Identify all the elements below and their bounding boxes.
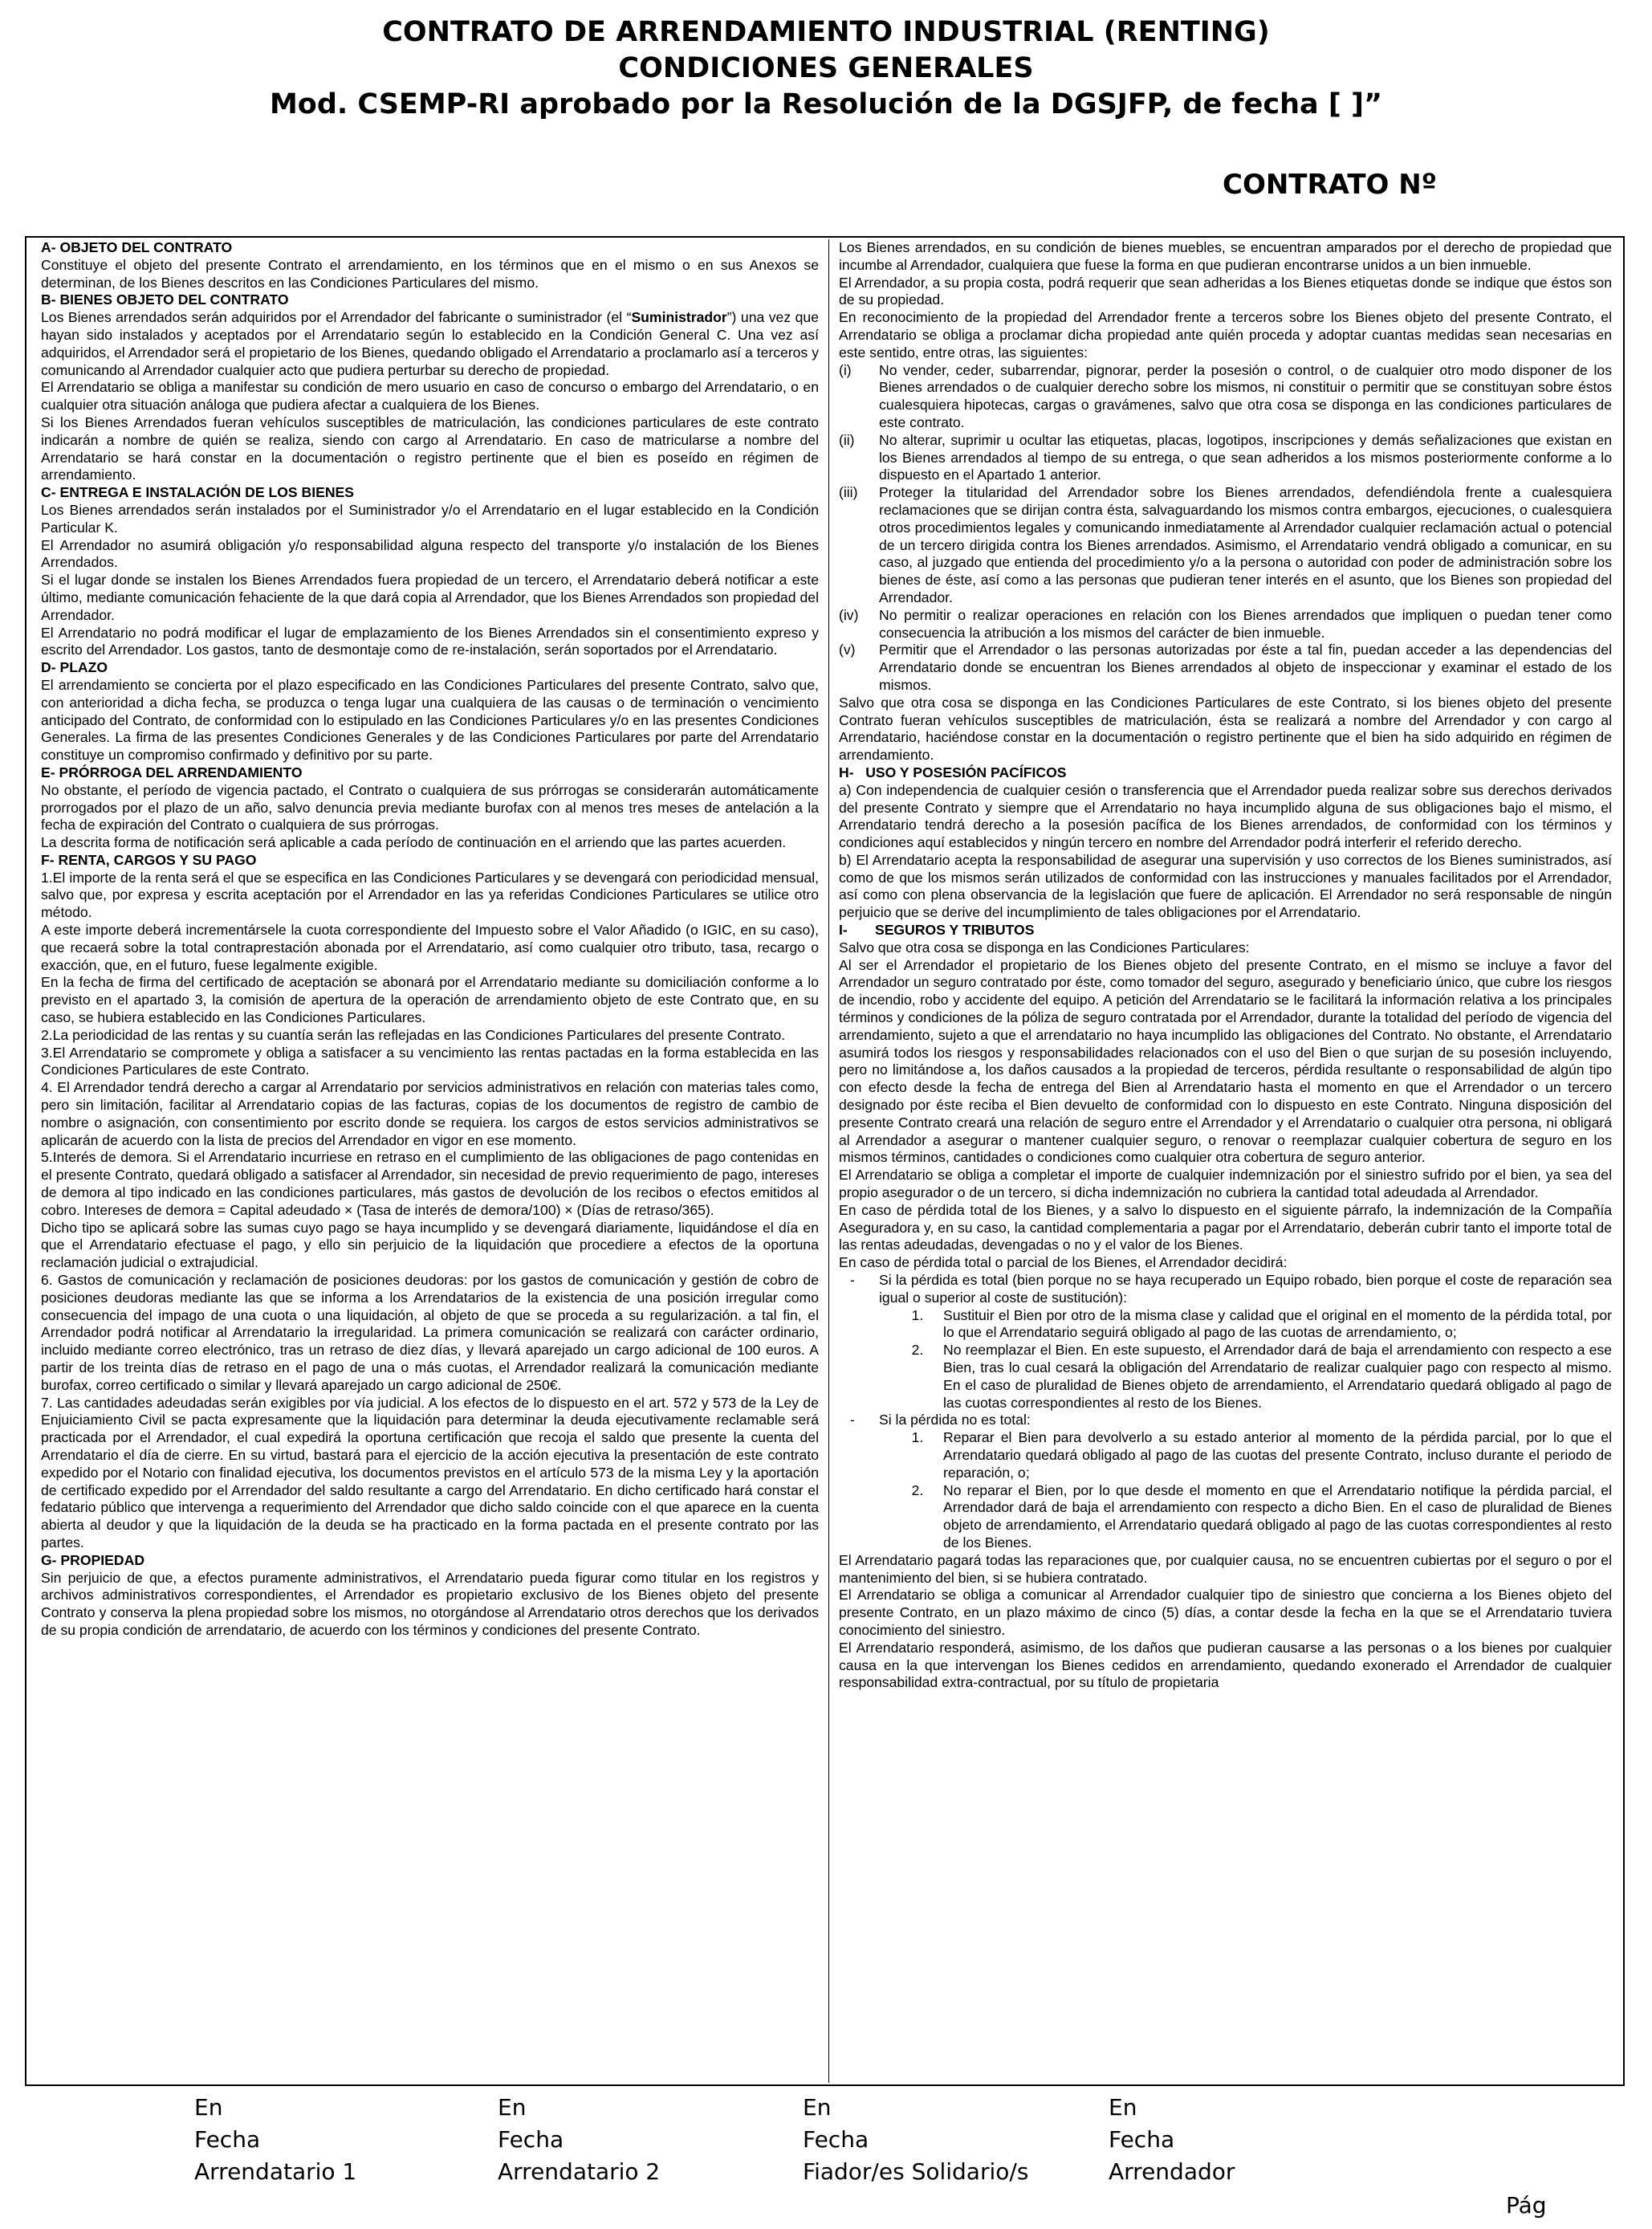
paragraph: a) Con independencia de cualquier cesión o transferencia que el Arrendador pueda realizar sobre sus derechos derivados del presente Contrato y siempre que el Arrendatario no haya incumplido alguna de sus obligaciones bajo el mismo, el Arrendatario tendrá derecho a la posesión pacífica de los Bienes arrendados, de conformidad con los términos y condiciones aquí establecidos y ningún tercero en nombre del Arrendador podrá interferir el referido derecho. bbox=[839, 781, 1612, 851]
signature-place-label: En bbox=[1109, 2094, 1137, 2121]
numbered-item bbox=[839, 1307, 1612, 1343]
conditions-frame bbox=[25, 236, 1625, 2086]
list-item bbox=[839, 607, 1612, 642]
list-marker: (i) bbox=[839, 361, 852, 378]
signature-block-arrendador bbox=[1109, 2092, 1235, 2188]
paragraph: Si el lugar donde se instalen los Bienes Arrendados fuera propiedad de un tercero, el Arrendatario deberá notificar a este último, mediante comunicación fehaciente de la que dará copia al Arrendador, que los Bienes Arrendados son propiedad del Arrendador. bbox=[41, 572, 819, 623]
paragraph: Si los Bienes Arrendados fueran vehículos susceptibles de matriculación, las condiciones particulares de este contrato indicarán a nombre de quién se realiza, siendo con cargo al Arrendatario. En caso de matricularse a nombre del Arrendatario se hará constar en la documentación o registro pertinente que el bien es poseído en régimen de arrendamiento. bbox=[41, 414, 819, 483]
list-marker: (iii) bbox=[839, 484, 858, 501]
suministrador-term: Suministrador bbox=[631, 309, 727, 326]
list-item-text: No reparar el Bien, por lo que desde el momento en que el Arrendatario notifique la pérdida parcial, el Arrendador dará de baja el arrendamiento con respecto a dicho Bien. En el caso de pluralidad de Bienes objeto de arrendamiento, el Arrendatario quedará obligado al pago de las cuotas correspondientes al resto de los Bienes. bbox=[943, 1481, 1612, 1551]
paragraph: El Arrendador no asumirá obligación y/o responsabilidad alguna respecto del transporte y/o instalación de los Bienes Arrendados. bbox=[41, 536, 819, 571]
signature-date-label: Fecha bbox=[1109, 2126, 1175, 2153]
paragraph: En caso de pérdida total de los Bienes, y a salvo lo dispuesto en el siguiente párrafo, la indemnización de la Compañía Aseguradora y, en su caso, la cantidad complementaria a pagar por el Arrendatario, deberán cubrir tanto el importe total de las rentas adeudadas, devengadas o no y el valor de los Bienes. bbox=[839, 1201, 1612, 1253]
section-heading-g: G- PROPIEDAD bbox=[41, 1551, 145, 1568]
numbered-item bbox=[839, 1429, 1612, 1481]
paragraph: En caso de pérdida total o parcial de los Bienes, el Arrendador decidirá: bbox=[839, 1254, 1288, 1271]
paragraph: La descrita forma de notificación será aplicable a cada período de continuación en el arriendo que las partes acuerden. bbox=[41, 834, 787, 851]
paragraph: 7. Las cantidades adeudadas serán exigibles por vía judicial. A los efectos de lo dispuesto en el art. 572 y 573 de la Ley de Enjuiciamiento Civil se pacta expresamente que la liquidación para determinar la deuda ejecutivamente reclamable será practicada por el Arrendador, el cual expedirá la oportuna certificación que recoja el saldo que presente la cuenta del Arrendatario el día de cierre. En su virtud, bastará para el ejercicio de la acción ejecutiva la presentación de este contrato expedido por el Notario con finalidad ejecutiva, los documentos previstos en el artículo 573 de la misma Ley y la aportación de certificado expedido por el Arrendador del saldo resultante a cargo del Arrendatario. En dicho certificado hará constar el fedatario público que intervenga a requerimiento del Arrendador que dicho saldo coincide con el que aparece en la cuenta abierta al deudor y que la liquidación de la deuda se ha practicado en la forma pactada en el presente contrato por las partes. bbox=[41, 1394, 819, 1551]
section-heading-f: F- RENTA, CARGOS Y SU PAGO bbox=[41, 851, 257, 868]
paragraph: Al ser el Arrendador el propietario de los Bienes objeto del presente Contrato, en el mismo se incluye a favor del Arrendador un seguro contratado por éste, como tomador del seguro, asegurado y beneficiario único, que cubre los riesgos de incendio, robo y accidente del equipo. A petición del Arrendatario se le facilitará la información relativa a los principales términos y condiciones de la póliza de seguro contratada por el Arrendador, durante la totalidad del período de vigencia del arrendamiento, sujeto a que el arrendatario no haya incumplido las obligaciones del Contrato. No obstante, el Arrendatario asumirá todos los riesgos y responsabilidades relacionados con el uso del Bien o que surjan de su posesión incluyendo, pero no limitándose a, los daños causados a la propiedad de terceros, pérdida resultante o responsabilidad de algún tipo con efecto desde la fecha de entrega del Bien al Arrendatario hasta el momento en que el Arrendador o un tercero designado por éste reciba el Bien devuelto de conformidad con lo dispuesto en este Contrato. Ninguna disposición del presente Contrato creará una relación de seguro entre el Arrendador y el Arrendatario o cualquier otra persona, ni obligará al Arrendador a asegurar o mantener cualquier seguro, o renovar o reemplazar cualquier cobertura de seguro en los mismos términos, cantidades o condiciones como cualquier otra cobertura de seguro anterior. bbox=[839, 956, 1612, 1166]
document-header bbox=[0, 14, 1652, 123]
paragraph: El Arrendador, a su propia costa, podrá requerir que sean adheridas a los Bienes etiquetas donde se indique que éstos son de su propiedad. bbox=[839, 274, 1612, 308]
signature-block-arrendatario-1 bbox=[194, 2092, 356, 2188]
page-number-label: Pág bbox=[1506, 2192, 1547, 2219]
list-item-text: No reemplazar el Bien. En este supuesto, el Arrendador dará de baja el arrendamiento con respecto a ese Bien, tras lo cual cesará la obligación del Arrendatario de realizar cualquier pago con respecto al mismo. En el caso de pluralidad de Bienes objeto de arrendamiento, el Arrendatario quedará obligado al pago de las cuotas correspondientes al resto de los Bienes. bbox=[943, 1342, 1612, 1411]
list-item-text: Si la pérdida es total (bien porque no se haya recuperado un Equipo robado, bien porque el coste de reparación sea igual o superior al coste de sustitución): bbox=[879, 1272, 1612, 1306]
dash-list-item bbox=[839, 1272, 1612, 1307]
list-item bbox=[839, 362, 1612, 432]
signature-date-label: Fecha bbox=[498, 2126, 564, 2153]
paragraph: 5.Interés de demora. Si el Arrendatario incurriese en retraso en el cumplimiento de las obligaciones de pago contenidas en el presente Contrato, quedará obligado a satisfacer al Arrendador, sin necesidad de previo requerimiento de pago, intereses de demora al tipo indicado en las condiciones particulares, más gastos de devolución de los recibos o efectos emitidos al cobro. Intereses de demora = Capital adeudado × (Tasa de interés de demora/100) × (Días de retraso/365). bbox=[41, 1149, 819, 1218]
paragraph: El Arrendatario responderá, asimismo, de los daños que pudieran causarse a las personas o a los bienes por cualquier causa en la que intervengan los Bienes cedidos en arrendamiento, quedando exonerado el Arrendador de cualquier responsabilidad extra-contractual, por su título de propietaria bbox=[839, 1639, 1612, 1691]
list-item-text: No permitir o realizar operaciones en relación con los Bienes arrendados que impliquen o puedan tener como consecuencia la atribución a los mismos del carácter de bien inmueble. bbox=[879, 606, 1612, 641]
section-heading-b: B- BIENES OBJETO DEL CONTRATO bbox=[41, 291, 289, 308]
list-item-text: Si la pérdida no es total: bbox=[879, 1412, 1031, 1428]
dash-marker: - bbox=[850, 1412, 855, 1428]
section-heading-c: C- ENTREGA E INSTALACIÓN DE LOS BIENES bbox=[41, 484, 355, 501]
list-item-text: No vender, ceder, subarrendar, pignorar, perder la posesión o control, o de cualquier otro modo disponer de los Bienes arrendados o de cualquier derecho sobre los mismos, ni constituir o permitir que se constituyan sobre éstos cualesquiera hipotecas, cargas o gravámenes, salvo que otra cosa se disponga en las condiciones particulares de este contrato. bbox=[879, 361, 1612, 430]
section-heading-e: E- PRÓRROGA DEL ARRENDAMIENTO bbox=[41, 764, 303, 780]
signature-place-label: En bbox=[803, 2094, 832, 2121]
numbered-item bbox=[839, 1342, 1612, 1412]
paragraph: Salvo que otra cosa se disponga en las Condiciones Particulares de este Contrato, si los bienes objeto del presente Contrato fueran vehículos susceptibles de matriculación, ésta se realizará a nombre del Arrendador y con cargo al Arrendatario, haciéndose constar en la documentación o registro pertinente que el bien ha sido adquirido en régimen de arrendamiento. bbox=[839, 694, 1612, 764]
paragraph: El Arrendatario se obliga a manifestar su condición de mero usuario en caso de concurso o embargo del Arrendatario, o en cualquier otra situación análoga que pudiera afectar a cualquiera de los Bienes. bbox=[41, 379, 819, 414]
list-marker: 1. bbox=[911, 1306, 924, 1323]
signature-date-label: Fecha bbox=[803, 2126, 869, 2153]
list-marker: 1. bbox=[911, 1429, 924, 1446]
contract-number-label: CONTRATO Nº bbox=[1223, 169, 1437, 201]
paragraph: Sin perjuicio de que, a efectos puramente administrativos, el Arrendatario pueda figurar como titular en los registros y archivos administrativos correspondientes, el Arrendador es propietario exclusivo de los Bienes objeto del presente Contrato y conserva la plena propiedad sobre los mismos, no otorgándose al Arrendatario otros derechos que los derivados de su propia condición de arrendatario, de acuerdo con los términos y condiciones del presente Contrato. bbox=[41, 1569, 819, 1638]
paragraph: El Arrendatario no podrá modificar el lugar de emplazamiento de los Bienes Arrendados sin el consentimiento expreso y escrito del Arrendador. Los gastos, tanto de desmontaje como de re-instalación, serán soportados por el Arrendatario. bbox=[41, 624, 819, 658]
left-column bbox=[26, 239, 829, 2083]
paragraph: 2.La periodicidad de las rentas y su cuantía serán las reflejadas en las Condiciones Particulares del presente Contrato. bbox=[41, 1026, 786, 1043]
document-subtitle: CONDICIONES GENERALES bbox=[618, 52, 1034, 84]
signature-role: Arrendatario 1 bbox=[194, 2158, 357, 2185]
signature-role: Fiador/es Solidario/s bbox=[803, 2158, 1029, 2185]
signature-place-label: En bbox=[498, 2094, 527, 2121]
list-marker: (ii) bbox=[839, 431, 855, 448]
paragraph: Los Bienes arrendados, en su condición de bienes muebles, se encuentran amparados por el derecho de propiedad que incumbe al Arrendador, cualquiera que fuese la forma en que pudieran encontrarse unidos a un bien inmueble. bbox=[839, 239, 1612, 273]
model-approval-line: Mod. CSEMP-RI aprobado por la Resolución de la DGSJFP, de fecha [ ]” bbox=[269, 88, 1383, 120]
paragraph: Los Bienes arrendados serán instalados por el Suministrador y/o el Arrendatario en el lugar establecido en la Condición Particular K. bbox=[41, 501, 819, 536]
signature-block-arrendatario-2 bbox=[498, 2092, 660, 2188]
signature-role: Arrendatario 2 bbox=[498, 2158, 661, 2185]
paragraph: Dicho tipo se aplicará sobre las sumas cuyo pago se haya incumplido y se devengará diariamente, liquidándose el día en que el Arrendatario efectuase el pago, y ello sin perjuicio de la liquidación que procediere a efectos de la oportuna reclamación judicial o extrajudicial. bbox=[41, 1219, 819, 1271]
list-item-text: Permitir que el Arrendador o las personas autorizadas por éste a tal fin, puedan acceder a las dependencias del Arrendatario donde se encuentran los Bienes arrendados al objeto de inspeccionar y examinar el estado de los mismos. bbox=[879, 642, 1612, 693]
right-column bbox=[829, 239, 1623, 2083]
section-heading-d: D- PLAZO bbox=[41, 659, 108, 676]
paragraph: El arrendamiento se concierta por el plazo especificado en las Condiciones Particulares del presente Contrato, salvo que, con anterioridad a dicha fecha, se produzca o tenga lugar una cualquiera de las causas o de terminación o vencimiento anticipado del Contrato, de conformidad con lo estipulado en las Condiciones Particulares y/o en las presentes Condiciones Generales. La firma de las presentes Condiciones Generales y de las Condiciones Particulares por parte del Arrendatario constituye un compromiso confirmado y definitivo por su parte. bbox=[41, 676, 819, 764]
paragraph: Salvo que otra cosa se disponga en las Condiciones Particulares: bbox=[839, 939, 1250, 956]
paragraph: No obstante, el período de vigencia pactado, el Contrato o cualquiera de sus prórrogas se considerarán automáticamente prorrogados por el plazo de un año, salvo denuncia previa mediante burofax con al menos tres meses de antelación a la fecha de expiración del Contrato o cualquiera de sus prórrogas. bbox=[41, 781, 819, 833]
paragraph bbox=[41, 309, 819, 379]
list-marker: (v) bbox=[839, 642, 856, 658]
signature-role: Arrendador bbox=[1109, 2158, 1235, 2185]
paragraph: b) El Arrendatario acepta la responsabilidad de asegurar una supervisión y uso correctos de los Bienes suministrados, así como de que los mismos serán utilizados de conformidad con las instrucciones y manuales facilitados por el Arrendador, así como con plena observancia de la legislación que fuere de aplicación. El Arrendador no será responsable de ningún perjuicio que se derive del incumplimiento de tales obligaciones por el Arrendatario. bbox=[839, 851, 1612, 921]
signature-date-label: Fecha bbox=[194, 2126, 261, 2153]
paragraph: Constituye el objeto del presente Contrato el arrendamiento, en los términos que en el mismo o en sus Anexos se determinan, de los Bienes descritos en las Condiciones Particulares del mismo. bbox=[41, 256, 819, 291]
paragraph: El Arrendatario pagará todas las reparaciones que, por cualquier causa, no se encuentren cubiertas por el seguro o por el mantenimiento del bien, si se hubiera contratado. bbox=[839, 1551, 1612, 1586]
section-heading-i: I- SEGUROS Y TRIBUTOS bbox=[839, 922, 1035, 939]
list-item bbox=[839, 642, 1612, 694]
dash-marker: - bbox=[850, 1272, 855, 1289]
paragraph: 1.El importe de la renta será el que se especifica en las Condiciones Particulares y se devengará con periodicidad mensual, salvo que, por expresa y escrita aceptación por el Arrendador en las ya referidas Condiciones Particulares se utilice otro método. bbox=[41, 869, 819, 921]
paragraph: El Arrendatario se obliga a completar el importe de cualquier indemnización por el siniestro sufrido por el bien, ya sea del propio asegurador o de un tercero, si dicha indemnización no cubriera la cantidad total adeudada al Arrendador. bbox=[839, 1167, 1612, 1201]
dash-list-item bbox=[839, 1412, 1612, 1429]
list-marker: (iv) bbox=[839, 606, 859, 623]
paragraph: 6. Gastos de comunicación y reclamación de posiciones deudoras: por los gastos de comunicación y gestión de cobro de posiciones deudoras mediante las que se informa a los Arrendatarios de la existencia de una posición irregular como consecuencia del impago de una cuota o una liquidación, al objeto de que se proceda a su regularización. a tal fin, el Arrendador podrá notificar al Arrendatario la irregularidad. La primera comunicación se realizará con carácter ordinario, incluido mediante correo electrónico, tras un retraso de diez días, y llevará aparejado un cargo adicional de 100 euros. A partir de los treinta días de retraso en el pago de una o más cuotas, el Arrendador realizará la comunicación mediante burofax, correo certificado o similar y llevará aparejado un cargo adicional de 250€. bbox=[41, 1272, 819, 1393]
list-item-text: Proteger la titularidad del Arrendador sobre los Bienes arrendados, defendiéndola frente a cualesquiera reclamaciones que se dirijan contra ésta, salvaguardando los mismos contra embargos, ejecuciones, o cualesquiera otros procedimientos legales y comunicando inmediatamente al Arrendador cualquier reclamación actual o potencial de un tercero dirigida contra los Bienes arrendados. Asimismo, el Arrendatario vendrá obligado a comunicar, en su caso, al juzgado que entienda del procedimiento y/o a la persona o autoridad con poder de administración sobre los bienes de éste, así como a las personas que pudieran tener interés en el asunto, que los Bienes son propiedad del Arrendador. bbox=[879, 484, 1612, 605]
paragraph: En la fecha de firma del certificado de aceptación se abonará por el Arrendatario mediante su domiciliación conforme a lo previsto en el apartado 3, la comisión de apertura de la operación de arrendamiento objeto de este Contrato que, en su caso, se hubiera establecido en las Condiciones Particulares. bbox=[41, 974, 819, 1026]
list-item-text: No alterar, suprimir u ocultar las etiquetas, placas, logotipos, inscripciones y demás señalizaciones que existan en los Bienes arrendados al tiempo de su entrega, o que sean adheridos a los mismos posteriormente conforme a lo dispuesto en el Apartado 1 anterior. bbox=[879, 431, 1612, 483]
document-title: CONTRATO DE ARRENDAMIENTO INDUSTRIAL (RENTING) bbox=[382, 16, 1270, 48]
paragraph: 3.El Arrendatario se compromete y obliga a satisfacer a su vencimiento las rentas pactadas en la forma establecida en las Condiciones Particulares de este Contrato. bbox=[41, 1044, 819, 1078]
list-item-text: Sustituir el Bien por otro de la misma clase y calidad que el original en el momento de la pérdida total, por lo que el Arrendatario seguirá obligado al pago de las cuotas de arrendamiento, o; bbox=[943, 1306, 1612, 1341]
section-heading-a: A- OBJETO DEL CONTRATO bbox=[41, 239, 233, 255]
list-item-text: Reparar el Bien para devolverlo a su estado anterior al momento de la pérdida parcial, por lo que el Arrendatario quedará obligado al pago de las cuotas del presente Contrato, incluso durante el periodo de reparación, o; bbox=[943, 1429, 1612, 1481]
list-item bbox=[839, 432, 1612, 484]
signature-place-label: En bbox=[194, 2094, 223, 2121]
list-marker: 2. bbox=[911, 1342, 924, 1359]
paragraph-part: ”) una vez que hayan sido instalados y aceptados por el Arrendatario según lo establecido en la Condición General C. Una vez así adquiridos, el Arrendador será el propietario de los Bienes, quedando obligado el Arrendatario a proclamarlo así a terceros y comunicando al Arrendador cualquier acto que pudiera perturbar su derecho de propiedad. bbox=[41, 309, 819, 378]
paragraph: A este importe deberá incrementársele la cuota correspondiente del Impuesto sobre el Valor Añadido (o IGIC, en su caso), que recaerá sobre la total contraprestación abonada por el Arrendatario, así como cualquier otro tributo, tasa, recargo o exacción, que, en el futuro, fuese legalmente exigible. bbox=[41, 922, 819, 973]
list-marker: 2. bbox=[911, 1481, 924, 1498]
paragraph: 4. El Arrendador tendrá derecho a cargar al Arrendatario por servicios administrativos en relación con materias tales como, pero sin limitación, facilitar al Arrendatario copias de las facturas, copias de los documentos de registro de cambio de nombre o asignación, con consentimiento por escrito donde se requiera. los cargos de estos servicios administrativos se aplicarán de acuerdo con la lista de precios del Arrendador en vigor en ese momento. bbox=[41, 1079, 819, 1148]
paragraph-part: Los Bienes arrendados serán adquiridos por el Arrendador del fabricante o suministrador (el “ bbox=[41, 309, 632, 326]
list-item bbox=[839, 484, 1612, 607]
section-heading-h: H- USO Y POSESIÓN PACÍFICOS bbox=[839, 764, 1067, 780]
paragraph: En reconocimiento de la propiedad del Arrendador frente a terceros sobre los Bienes objeto del presente Contrato, el Arrendatario se obliga a proclamar dicha propiedad ante quién proceda y adoptar cuantas medidas sean necesarias en este sentido, entre otras, las siguientes: bbox=[839, 309, 1612, 361]
paragraph: El Arrendatario se obliga a comunicar al Arrendador cualquier tipo de siniestro que concierna a los Bienes objeto del presente Contrato, en un plazo máximo de cinco (5) días, a contar desde la fecha en la que se el Arrendatario tuviera conocimiento del siniestro. bbox=[839, 1587, 1612, 1638]
signature-block-fiador bbox=[803, 2092, 1028, 2188]
numbered-item bbox=[839, 1482, 1612, 1552]
